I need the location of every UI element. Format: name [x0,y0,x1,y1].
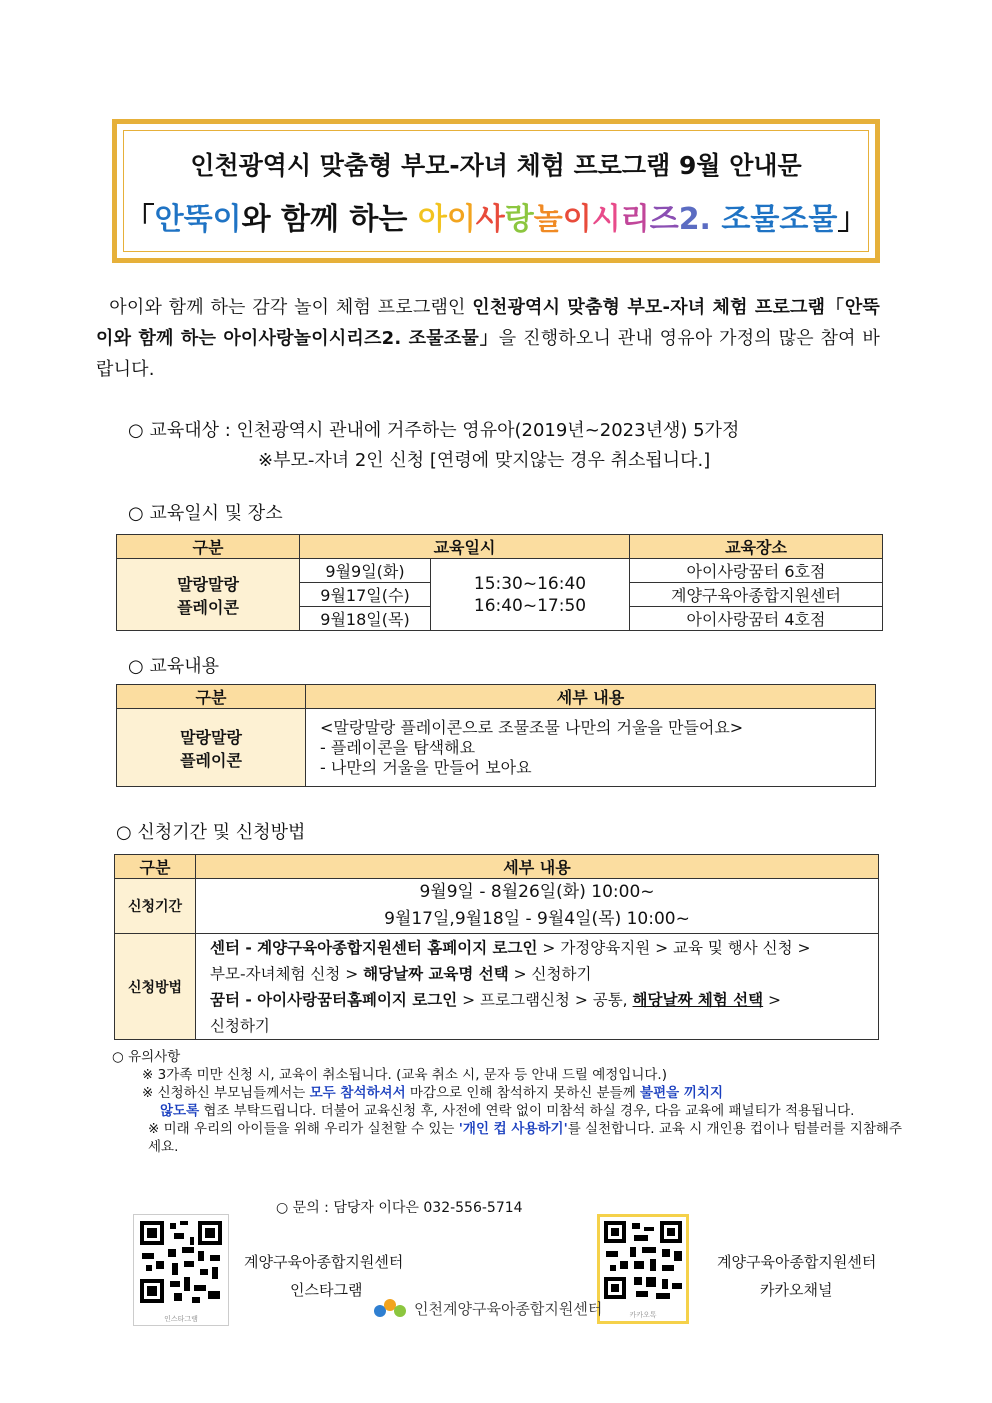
col-datetime: 교육일시 [300,535,630,559]
col-category: 구분 [117,685,306,709]
date-cell: 9월18일(목) [300,607,431,631]
center-logo: 인천계양구육아종합지원센터 [372,1297,602,1319]
time-cell: 15:30~16:40 16:40~17:50 [431,559,630,631]
col-place: 교육장소 [630,535,883,559]
schedule-table [116,534,883,631]
col-detail: 세부 내용 [306,685,876,709]
apply-heading: ○ 신청기간 및 신청방법 [116,822,306,843]
intro-paragraph: 아이와 함께 하는 감각 놀이 체험 프로그램인 인천광역시 맞춤형 부모-자녀 체험 프로그램「안뚝이와 함께 하는 아이사랑놀이시리즈2. 조물조물」을 진행하오니 관내 영유아 가정의 많은 참여 바랍니다. [96,297,881,380]
page-title: 인천광역시 맞춤형 부모-자녀 체험 프로그램 9월 안내문 [190,151,802,180]
list-item: - 나만의 거울을 만들어 보아요 [320,757,532,777]
program-title: 「안뚝이와 함께 하는 아이사랑놀이시리즈2. 조물조물」 [124,202,868,237]
col-detail: 세부 내용 [196,855,879,879]
title-box [112,119,880,263]
place-cell: 아이사랑꿈터 6호점 [630,559,883,583]
content-heading: ○ 교육내용 [128,656,219,677]
period-detail: 9월9일 - 8월26일(화) 10:00~ 9월17일,9월18일 - 9월4일(목) 10:00~ [196,879,879,934]
kakao-qr-icon[interactable]: 카카오톡 [597,1214,689,1324]
schedule-category: 말랑말랑 플레이콘 [117,559,300,631]
series-char: 사 [475,202,505,237]
logo-mark-icon [372,1297,408,1319]
schedule-heading: ○ 교육일시 및 장소 [128,503,283,524]
date-cell: 9월9일(화) [300,559,431,583]
notes-heading: ○ 유의사항 [112,1049,181,1065]
period-label: 신청기간 [115,879,196,934]
target-note: ※부모-자녀 2인 신청 [연령에 맞지않는 경우 취소됩니다.] [258,450,711,471]
brand-name: 안뚝이 [154,202,242,237]
list-item: - 플레이콘을 탐색해요 [320,737,476,757]
contact-info: ○ 문의 : 담당자 이다은 032-556-5714 [276,1200,523,1216]
series-char: 리 [620,202,650,237]
apply-table [114,854,879,1040]
place-cell: 아이사랑꿈터 4호점 [630,607,883,631]
series-char: 놀 [533,202,563,237]
notes: ○ 유의사항 ※ 3가족 미만 신청 시, 교육이 취소됩니다. (교육 취소 시, 문자 등 안내 드릴 예정입니다.) ※ 신청하신 부모님들께서는 모두 참석하셔서 마감으로 인해 참석하지 못하신 분들께 불편을 끼치지 않도록 협조 부탁드립니다. 더불어 교육신청 후, 사전에 연락 없이 미참석 하실 경우, 다음 교육에 패널티가 적용됩니다. ※ 미래 우리의 아이들을 위해 우리가 실천할 수 있는 '개인 컵 사용하기'를 실천합니다. 교육 시 개인용 컵이나 텀블러를 지참해주세요. [112,1049,902,1155]
instagram-qr-icon[interactable]: 인스타그램 [133,1214,229,1326]
series-name [418,202,711,237]
content-table [116,684,876,787]
method-label: 신청방법 [115,934,196,1040]
content-category: 말랑말랑 플레이콘 [117,709,306,787]
content-detail: <말랑말랑 플레이콘으로 조물조물 나만의 거울을 만들어요> - 플레이콘을 탐색해요 - 나만의 거울을 만들어 보아요 [306,709,876,787]
method-detail: 센터 - 계양구육아종합지원센터 홈페이지 로그인 > 가정양육지원 > 교육 및 행사 신청 > 부모-자녀체험 신청 > 해당날짜 교육명 선택 > 신청하기 꿈터 - 아이사랑꿈터홈페이지 로그인 > 프로그램신청 > 공통, 해당날짜 체험 선택 > 신청하기 [196,934,879,1040]
series-char: 이 [562,202,592,237]
series-char: 아 [417,202,447,237]
series-char: 이 [446,202,476,237]
col-category: 구분 [115,855,196,879]
col-category: 구분 [117,535,300,559]
series-char: 시 [591,202,621,237]
series-char: 즈 [649,202,679,237]
date-cell: 9월17일(수) [300,583,431,607]
series-char: 2. [678,202,711,237]
series-char: 랑 [504,202,534,237]
place-cell: 계양구육아종합지원센터 [630,583,883,607]
target-line: ○ 교육대상 : 인천광역시 관내에 거주하는 영유아(2019년~2023년생) 5가정 [128,420,740,441]
